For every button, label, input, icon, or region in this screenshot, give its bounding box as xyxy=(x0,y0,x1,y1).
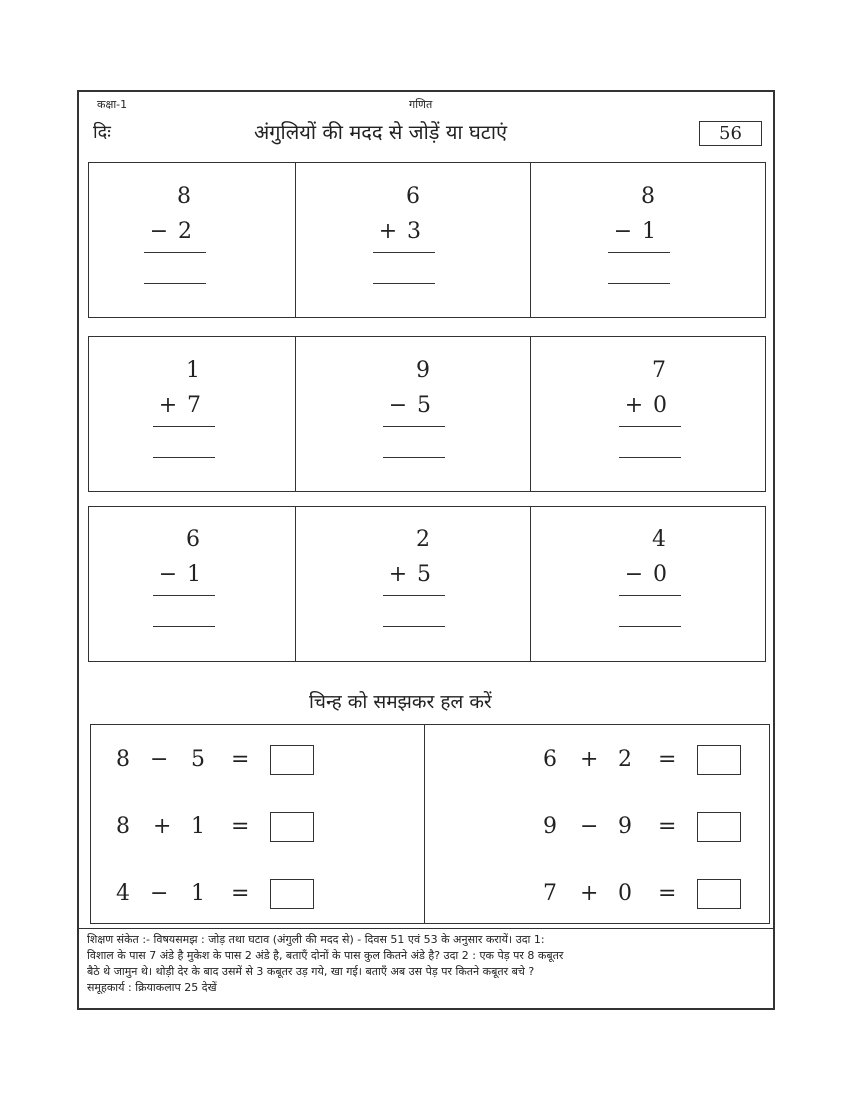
answer-blank[interactable] xyxy=(619,457,681,458)
problem-grid-row-2 xyxy=(88,336,766,492)
grid-divider xyxy=(295,337,296,491)
section-title: चिन्ह को समझकर हल करें xyxy=(309,691,492,713)
problem-operator: + xyxy=(388,562,408,587)
equation-row xyxy=(116,745,326,777)
problem-top: 8 xyxy=(641,184,655,209)
worksheet xyxy=(77,90,775,1010)
problem-bottom: 7 xyxy=(187,393,201,418)
page-title: अंगुलियों की मदद से जोड़ें या घटाएं xyxy=(254,120,508,144)
problem-top: 1 xyxy=(186,358,200,383)
equals-sign: = xyxy=(231,814,250,839)
subject-label: गणित xyxy=(409,98,433,111)
answer-blank[interactable] xyxy=(153,626,215,627)
equations-box xyxy=(90,724,770,924)
operand-a: 6 xyxy=(543,747,557,772)
answer-blank[interactable] xyxy=(619,626,681,627)
answer-blank[interactable] xyxy=(383,457,445,458)
teaching-note-line: विशाल के पास 7 अंडे है मुकेश के पास 2 अंडे है, बताएँ दोनों के पास कुल कितने अंडे है? उदा 2 : एक पेड़ पर 8 कबूतर xyxy=(87,949,564,962)
equals-sign: = xyxy=(658,881,677,906)
equation-row xyxy=(543,879,753,911)
problem-operator: − xyxy=(613,219,633,244)
answer-box[interactable] xyxy=(270,745,314,775)
problem-bottom: 3 xyxy=(407,219,421,244)
problem-operator: + xyxy=(378,219,398,244)
answer-line xyxy=(153,426,215,427)
answer-line xyxy=(383,426,445,427)
grid-divider xyxy=(530,337,531,491)
operator: − xyxy=(150,881,169,906)
date-label: दिः xyxy=(93,122,111,143)
answer-line xyxy=(153,595,215,596)
answer-box[interactable] xyxy=(270,812,314,842)
grid-divider xyxy=(530,507,531,661)
equation-row xyxy=(116,812,326,844)
answer-line xyxy=(373,252,435,253)
problem-bottom: 0 xyxy=(653,393,667,418)
problem-top: 8 xyxy=(177,184,191,209)
operand-b: 2 xyxy=(618,747,632,772)
operand-b: 5 xyxy=(191,747,205,772)
problem-bottom: 1 xyxy=(187,562,201,587)
problem-top: 7 xyxy=(652,358,666,383)
problem-top: 6 xyxy=(406,184,420,209)
problem-bottom: 2 xyxy=(178,219,192,244)
problem-bottom: 1 xyxy=(642,219,656,244)
operator: − xyxy=(580,814,599,839)
problem-operator: − xyxy=(388,393,408,418)
answer-blank[interactable] xyxy=(144,283,206,284)
equation-row xyxy=(543,812,753,844)
equals-sign: = xyxy=(658,814,677,839)
teaching-note xyxy=(87,932,767,996)
answer-line xyxy=(619,426,681,427)
operand-b: 0 xyxy=(618,881,632,906)
operator: + xyxy=(153,814,172,839)
equals-sign: = xyxy=(658,747,677,772)
problem-operator: − xyxy=(624,562,644,587)
problem-bottom: 0 xyxy=(653,562,667,587)
problem-operator: + xyxy=(158,393,178,418)
grid-divider xyxy=(530,163,531,317)
operand-b: 1 xyxy=(191,814,205,839)
equations-divider xyxy=(424,725,425,923)
answer-line xyxy=(383,595,445,596)
teaching-note-line: समूहकार्य : क्रियाकलाप 25 देखें xyxy=(87,981,217,994)
answer-box[interactable] xyxy=(697,745,741,775)
operator: + xyxy=(580,881,599,906)
equals-sign: = xyxy=(231,881,250,906)
answer-blank[interactable] xyxy=(383,626,445,627)
equation-row xyxy=(116,879,326,911)
page-number: 56 xyxy=(699,121,762,146)
problem-operator: + xyxy=(624,393,644,418)
operand-a: 7 xyxy=(543,881,557,906)
problem-operator: − xyxy=(158,562,178,587)
problem-top: 2 xyxy=(416,527,430,552)
problem-top: 9 xyxy=(416,358,430,383)
problem-top: 4 xyxy=(652,527,666,552)
operand-b: 1 xyxy=(191,881,205,906)
operand-a: 8 xyxy=(116,747,130,772)
operand-a: 8 xyxy=(116,814,130,839)
problem-bottom: 5 xyxy=(417,393,431,418)
problem-operator: − xyxy=(149,219,169,244)
note-divider xyxy=(79,928,773,929)
answer-blank[interactable] xyxy=(153,457,215,458)
answer-blank[interactable] xyxy=(608,283,670,284)
teaching-note-line: शिक्षण संकेत :- विषयसमझ : जोड़ तथा घटाव (अंगुली की मदद से) - दिवस 51 एवं 53 के अनुसार करायें। उदा 1: xyxy=(87,933,545,946)
answer-line xyxy=(619,595,681,596)
answer-box[interactable] xyxy=(697,812,741,842)
operator: − xyxy=(150,747,169,772)
operand-a: 9 xyxy=(543,814,557,839)
equals-sign: = xyxy=(231,747,250,772)
problem-bottom: 5 xyxy=(417,562,431,587)
answer-box[interactable] xyxy=(697,879,741,909)
problem-top: 6 xyxy=(186,527,200,552)
problem-grid-row-1 xyxy=(88,162,766,318)
teaching-note-line: बैठे थे जामुन थे। थोड़ी देर के बाद उसमें से 3 कबूतर उड़ गये, खा गई। बताएँ अब उस पेड़ पर कितने कबूतर बचे ? xyxy=(87,965,535,978)
equation-row xyxy=(543,745,753,777)
grid-divider xyxy=(295,163,296,317)
operand-a: 4 xyxy=(116,881,130,906)
answer-box[interactable] xyxy=(270,879,314,909)
class-label: कक्षा-1 xyxy=(97,98,128,111)
answer-line xyxy=(144,252,206,253)
grid-divider xyxy=(295,507,296,661)
answer-blank[interactable] xyxy=(373,283,435,284)
operand-b: 9 xyxy=(618,814,632,839)
problem-grid-row-3 xyxy=(88,506,766,662)
operator: + xyxy=(580,747,599,772)
answer-line xyxy=(608,252,670,253)
